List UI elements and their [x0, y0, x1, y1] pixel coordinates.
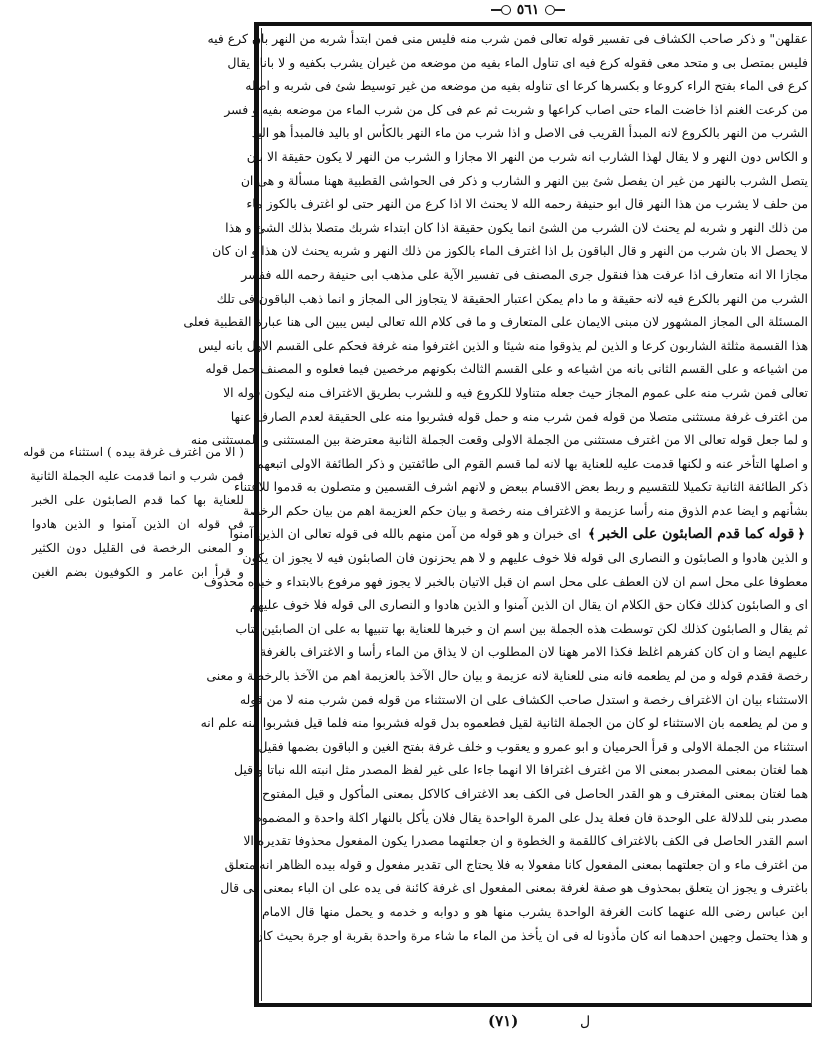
text-line: الاستثناء بيان ان الاغتراف رخصة و استدل صاحب الكشاف على ان الاستثناء من قوله فمن شرب منه لا من قوله [239, 691, 808, 707]
text-line: كرع فى الماء بفتح الراء كروعا و بكسرها كرعا اى تناوله بفيه من موضعه من غير توسيط شئ فى شربه و اصله [245, 78, 808, 94]
text-line: ذكر الطائفة الثانية تكميلا للتقسيم و ربط بعض الاقسام ببعض و لانهم اشرف القسمين و متصلون به قدموا للاعتناء [234, 479, 808, 495]
text-line: من اغترف غرفة مستثنى متصلا من قوله فمن شرب منه و حمل قوله فشربوا منه على الحقيقة لعدم الصارف عنها [230, 408, 808, 424]
text-line: و الذين هادوا و الصابئون و النصارى الى قوله فلا خوف عليهم و لا هم يحزنون فان الصابئون فيه لا يجوز ان يكون [242, 550, 808, 566]
margin-note-line: ( الا من اغترف غرفة بيده ) استثناء من قوله [23, 445, 244, 459]
footer-page-marker: (٧١) [488, 1012, 519, 1030]
margin-note-line: فى قوله ان الذين آمنوا و الذين هادوا [32, 517, 244, 531]
ornament-bracket-close-icon: ﴾ [587, 527, 596, 543]
text-line: هما لغتان بمعنى المغترف و هو القدر الحاصل فى الكف بعد الاغتراف كالاكل بمعنى المأكول و قيل المفتوح [262, 786, 808, 801]
page-number-group [478, 0, 578, 20]
text-line: مصدر بنى للدلالة على الوحدة فان فعلة يدل على المرة الواحدة يقال فلان يأكل بالنهار اكلة واحدة و المضموم [253, 809, 808, 825]
text-line: باغترف و يجوز ان يتعلق بمحذوف هو صفة لغرفة بمعنى المفعول اى غرفة كائنة فى يده على ان الباء بمعنى فى قال [220, 880, 808, 896]
text-line: و اصلها التأخر عنه و لكنها قدمت عليه للعناية بها لانه لما قسم القوم الى طائفتين و ذكر الطائفة الاولى اتبعهم [255, 455, 808, 471]
page-header [0, 0, 820, 22]
ornament-left-icon [491, 4, 511, 16]
text-line: اى و الصابئون كذلك فكان حق الكلام ان يقال ان الذين آمنوا و الذين هادوا و النصارى الى قوله فلا خوف عليهم [249, 597, 808, 613]
text-line: استثناء من الجملة الاولى و قرأ الحرميان و ابو عمرو و يعقوب و خلف غرفة بفتح الغين و الباقون بضمها فقيل [258, 738, 808, 754]
text-line: من اغترف ماء و ان جعلتهما بمعنى المفعول كانا مفعولا به فلا يحتاج الى تقدير مفعول و قوله بيده الظاهر انه متعلق [224, 856, 808, 872]
lemma-heading: قوله كما قدم الصابئون على الخبر [598, 526, 795, 543]
text-line: مجازا الا انه متعارف اذا عرفت هذا فنقول جرى المصنف فى تفسير الآية على مذهب ابى حنيفة رحمه الله ففسر [241, 266, 808, 282]
margin-note-line: للعناية بها كما قدم الصابئون على الخبر [32, 493, 244, 507]
margin-note-line: فمن شرب و انما قدمت عليه الجملة الثانية [29, 469, 244, 483]
text-line: ثم يقال و الصابئون كذلك لكن توسطت هذه الجملة بين اسم ان و خبرها للعناية بها تنبيها به على ان الصابئين يتاب [235, 620, 808, 636]
lemma-commentary: اى خبران و هو قوله من آمن منهم بالله فى قوله تعالى ان الذين آمنوا [229, 526, 581, 542]
main-text-block [183, 27, 808, 947]
ornament-bracket-open-icon: ﴿ [797, 527, 805, 543]
text-line: من اشياعه و على القسم الثانى بانه من اشياعه و على القسم الثالث بكونهم مرخصين فيما فعلوه و المصنف حمل قوله [205, 361, 808, 377]
footer-signature-mark: ل [580, 1014, 591, 1030]
text-line: يتصل الشرب بالنهر من غير ان يفصل شئ بين النهر و الشارب و ذكر فى الحواشى القطبية ههنا مسألة و هى ان [240, 172, 808, 188]
text-line: و هذا يحتمل وجهين احدهما انه كان مأذونا له فى ان يأخذ من الماء ما شاء مرة واحدة بقربة او جرة بحيث كان [253, 927, 808, 943]
margin-note-line: و قرأ ابن عامر و الكوفيون بضم الغين [32, 565, 244, 579]
text-line: اسم القدر الحاصل فى الكف بالاغتراف كاللقمة و الخطوة و ان جعلتهما مصدرا يكون المفعول محذوفا تقديره الا [243, 833, 808, 849]
text-line: تعالى فمن شرب منه على عموم المجاز حيث جعله متناولا للكروع فيه و للشرب بطريق الاغتراف منه ليكون قوله الا [223, 384, 808, 400]
text-line: المسئلة الى المجاز المشهور لان مبنى الايمان على المتعارف و ما فى كلام الله تعالى ليس يبين الى هنا عبارة القطبية فعلى [183, 314, 808, 330]
text-line: هما لغتان بمعنى المصدر بمعنى الا من اغترف اغترافا الا انهما جاءا على غير لفظ المصدر مثل انبته الله نباتا و قيل [233, 762, 808, 778]
text-line: هذا القسمة مثلثة الشاربون كرعا و الذين لم يذوقوا منه شيئا و الذين اغترفوا منه غرفة فحكم على القسم الاول بانه ليس [198, 337, 808, 353]
text-line: و لما جعل قوله تعالى الا من اغترف مستثنى من الجملة الاولى وقعت الجملة الثانية معترضة بين المستثنى و المستثنى منه [190, 432, 808, 448]
text-line: من ذلك النهر و شربه لم يحنث لان الشرب من الشئ انما يكون حقيقة اذا كان ابتداء شربك متصلا بذلك الشئ و هذا [225, 219, 808, 235]
text-line: معطوفا على محل اسم ان لان العطف على محل اسم ان قبل الاتيان بالخبر لا يجوز فهو مرفوع بالابتداء و خبره محذوف [203, 573, 808, 589]
text-line: الشرب من النهر بالكرع فيه لانه حقيقة و ما دام يمكن اعتبار الحقيقة لا يتجاوز الى المجاز و انما ذهب الباقون فى تلك [216, 290, 808, 306]
text-line: عليهم ايضا و ان كان كفرهم اغلظ فكذا الامر ههنا لان المطلوب ان لا يذاق من الماء رأسا و الاغتراف بالغرفة [259, 644, 808, 660]
text-line: عقلهن" و ذكر صاحب الكشاف فى تفسير قوله تعالى فمن شرب منه فليس منى فمن ابتدأ شربه من النهر بان كرع فيه [207, 31, 808, 46]
text-line: ابن عباس رضى الله عنهما كانت الغرفة الواحدة يشرب منها هو و دوابه و خدمه و يحمل منها قال الامام [262, 903, 808, 919]
text-line: لا يحصل الا بان شرب من النهر و قال الباقون بل اذا اغترف الماء بالكوز من ذلك النهر و شربه يحنث لان هذا و ان كان [212, 243, 808, 259]
margin-note-line: و المعنى الرخصة فى القليل دون الكثير [32, 541, 244, 555]
text-line: بشأنهم و ايضا عدم الذوق منه رأسا عزيمة و الاغتراف منه رخصة و بيان حكم العزيمة اهم من بيان حكم الرخصة [243, 502, 808, 518]
margin-note [23, 440, 244, 584]
text-line: و من لم يطعمه بان الاستثناء لو كان من الجملة الثانية لقيل فطعموه بدل قوله فشربوا منه فلما قيل فشربوا منه علم انه [200, 715, 808, 731]
lemma-heading-line [229, 522, 808, 546]
page-number: ٥٦١ [516, 2, 540, 18]
text-line: الشرب من النهر بالكروع لانه المبدأ القريب فى الاصل و اذا شرب من ماء النهر بالكأس او باليد فالمبدأ هو اليد [251, 125, 808, 141]
page-footer [0, 1010, 820, 1040]
text-line: من حلف لا يشرب من هذا النهر قال ابو حنيفة رحمه الله لا يحنث الا اذا كرع من النهر حتى لو اغترف بالكوز ماء [246, 196, 808, 212]
text-line: و الكاس دون النهر و لا يقال لهذا الشارب انه شرب من النهر الا مجازا و الشرب من النهر لا يكون حقيقة الا بان [246, 148, 808, 164]
text-line: فليس بمتصل بى و متحد معى فقوله كرع فيه اى تناول الماء بفيه من موضعه من غيران يشرب بكفيه و لا باناء يقال [227, 54, 808, 70]
text-line: رخصة فقدم قوله و من لم يطعمه فانه منى للعناية لانه عزيمة و بيان حال الآخذ بالعزيمة اهم من الآخذ بالرخصة و معنى [206, 668, 808, 684]
text-line: من كرعت الغنم اذا خاضت الماء حتى اصاب كراعها و شربت ثم عم فى كل من شرب الماء من موضعه بفيه و فسر [224, 101, 808, 117]
ornament-right-icon [545, 4, 565, 16]
